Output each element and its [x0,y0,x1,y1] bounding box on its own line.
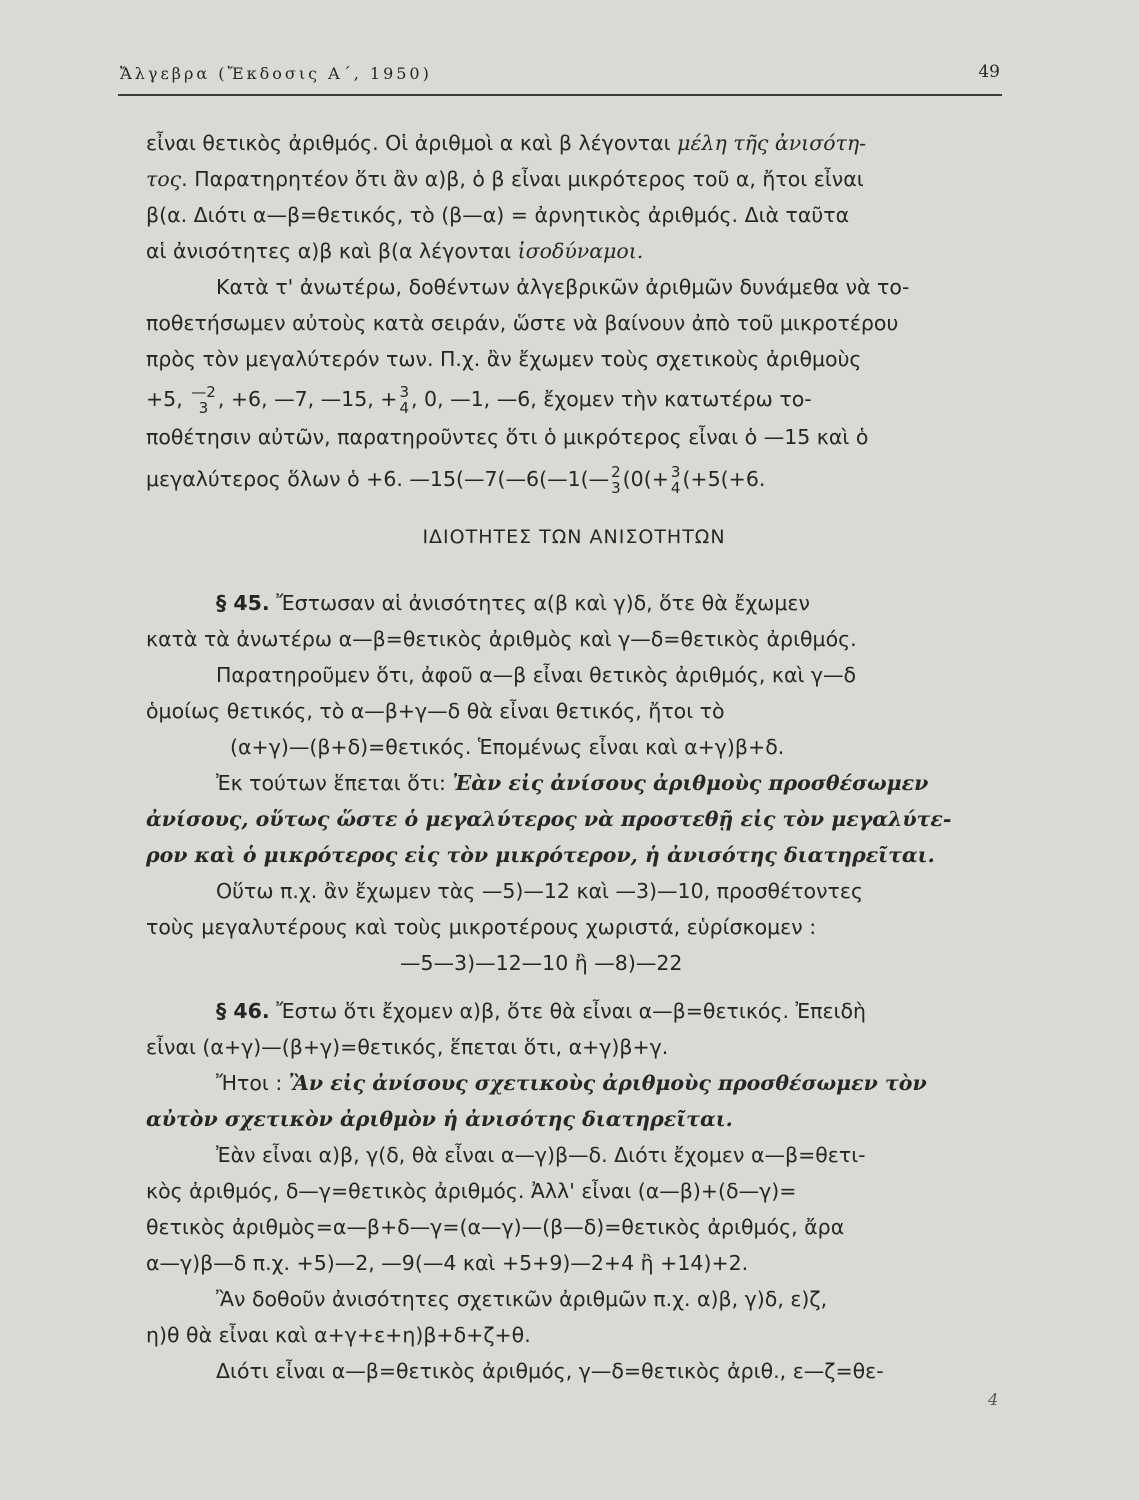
text-line: Ἂν δοθοῦν ἀνισότητες σχετικῶν ἀριθμῶν π.χ. α)β, γ)δ, ε)ζ, [216,1287,828,1311]
page-number: 49 [978,62,1000,82]
text-line: εἶναι θετικὸς ἀριθμός. Οἱ ἀριθμοὶ α καὶ β λέγονται μέλη τῆς ἀνισότη- [146,131,867,155]
text-line: θετικὸς ἀριθμὸς=α—β+δ—γ=(α—γ)—(β—δ)=θετικὸς ἀριθμός, ἄρα [146,1215,845,1239]
text-line: Διότι εἶναι α—β=θετικὸς ἀριθμός, γ—δ=θετικὸς ἀριθ., ε—ζ=θε- [216,1359,884,1383]
text-line: Οὕτω π.χ. ἂν ἔχωμεν τὰς —5)—12 καὶ —3)—10, προσθέτοντες [216,879,863,903]
text-line: β(α. Διότι α—β=θετικός, τὸ (β—α) = ἀρνητικὸς ἀριθμός. Διὰ ταῦτα [146,203,850,227]
theorem-line: αὐτὸν σχετικὸν ἀριθμὸν ἡ ἀνισότης διατηρεῖται. [146,1107,733,1131]
text-line: ποθέτησιν αὐτῶν, παρατηροῦντες ὅτι ὁ μικρότερος εἶναι ὁ —15 καὶ ὁ [146,425,869,449]
running-head [118,64,1002,96]
fraction: 2 3 [611,463,621,497]
section-label-45: § 45. [216,591,270,615]
text-line: τος. Παρατηρητέον ὅτι ἂν α)β, ὁ β εἶναι μικρότερος τοῦ α, ἤτοι εἶναι [146,167,864,191]
term-equivalent: ἰσοδύναμοι. [517,239,644,263]
theorem-statement: Ἐὰν εἰς ἀνίσους ἀριθμοὺς προσθέσωμεν [452,771,929,795]
text-line: Ἐὰν εἶναι α)β, γ(δ, θὰ εἶναι α—γ)β—δ. Διότι ἔχομεν α—β=θετι- [216,1143,866,1167]
text-line: πρὸς τὸν μεγαλύτερόν των. Π.χ. ἂν ἔχωμεν τοὺς σχετικοὺς ἀριθμοὺς [146,347,862,371]
section-label-46: § 46. [216,999,270,1023]
text-line: εἶναι (α+γ)—(β+γ)=θετικός, ἕπεται ὅτι, α+γ)β+γ. [146,1035,669,1059]
text-line: § 45. Ἔστωσαν αἱ ἀνισότητες α(β καὶ γ)δ, ὅτε θὰ ἔχωμεν [216,591,810,615]
text-line: Παρατηροῦμεν ὅτι, ἀφοῦ α—β εἶναι θετικὸς ἀριθμός, καὶ γ—δ [216,663,857,687]
text-line: ποθετήσωμεν αὐτοὺς κατὰ σειράν, ὥστε νὰ βαίνουν ἀπὸ τοῦ μικροτέρου [146,311,899,335]
theorem-line: ρον καὶ ὁ μικρότερος εἰς τὸν μικρότερον, ἡ ἀνισότης διατηρεῖται. [146,843,935,867]
text-line: κατὰ τὰ ἀνωτέρω α—β=θετικὸς ἀριθμὸς καὶ γ—δ=θετικὸς ἀριθμός. [146,627,857,651]
fraction: 3 4 [399,383,410,417]
formula-line: —5—3)—12—10 ἢ —8)—22 [400,951,683,975]
text-line-with-fractions: μεγαλύτερος ὅλων ὁ +6. —15(—7(—6(—1(— 2 3 (0(+ 3 4 (+5(+6. [146,463,766,497]
text-line: ὁμοίως θετικός, τὸ α—β+γ—δ θὰ εἶναι θετικός, ἤτοι τὸ [146,699,725,723]
signature-mark: 4 [988,1390,999,1409]
theorem-line: ἀνίσους, οὕτως ὥστε ὁ μεγαλύτερος νὰ προστεθῇ εἰς τὸν μεγαλύτε- [146,807,952,831]
text-line: Κατὰ τ' ἀνωτέρω, δοθέντων ἀλγεβρικῶν ἀριθμῶν δυνάμεθα νὰ το- [216,275,910,299]
text-line: § 46. Ἔστω ὅτι ἔχομεν α)β, ὅτε θὰ εἶναι α—β=θετικός. Ἐπειδὴ [216,999,866,1023]
text-line-with-fractions: +5, —2 3 , +6, —7, —15, + 3 4 , 0, —1, —6, ἔχομεν τὴν κατωτέρω το- [146,383,812,417]
text-line: η)θ θὰ εἶναι καὶ α+γ+ε+η)β+δ+ζ+θ. [146,1323,531,1347]
text-line: τοὺς μεγαλυτέρους καὶ τοὺς μικροτέρους χωριστά, εὑρίσκομεν : [146,915,817,939]
term-members-of-inequality: μέλη τῆς ἀνισότη- [677,131,867,155]
theorem-statement: Ἂν εἰς ἀνίσους σχετικοὺς ἀριθμοὺς προσθέσωμεν τὸν [288,1071,927,1095]
running-title: Ἄλγεβρα (Ἔκδοσις Α΄, 1950) [120,64,432,83]
fraction: —2 3 [191,383,216,417]
section-heading: ΙΔΙΟΤΗΤΕΣ ΤΩΝ ΑΝΙΣΟΤΗΤΩΝ [422,526,726,548]
text-line: αἱ ἀνισότητες α)β καὶ β(α λέγονται ἰσοδύναμοι. [146,239,644,263]
text-line: Ἤτοι : Ἂν εἰς ἀνίσους σχετικοὺς ἀριθμοὺς προσθέσωμεν τὸν [216,1071,927,1095]
text-line: κὸς ἀριθμός, δ—γ=θετικὸς ἀριθμός. Ἀλλ' εἶναι (α—β)+(δ—γ)= [146,1179,797,1203]
formula-line: (α+γ)—(β+δ)=θετικός. Ἑπομένως εἶναι καὶ α+γ)β+δ. [230,735,785,759]
fraction: 3 4 [670,463,681,497]
text-line: Ἐκ τούτων ἕπεται ὅτι: Ἐὰν εἰς ἀνίσους ἀριθμοὺς προσθέσωμεν [216,771,929,795]
text-line: α—γ)β—δ π.χ. +5)—2, —9(—4 καὶ +5+9)—2+4 ἢ +14)+2. [146,1251,749,1275]
